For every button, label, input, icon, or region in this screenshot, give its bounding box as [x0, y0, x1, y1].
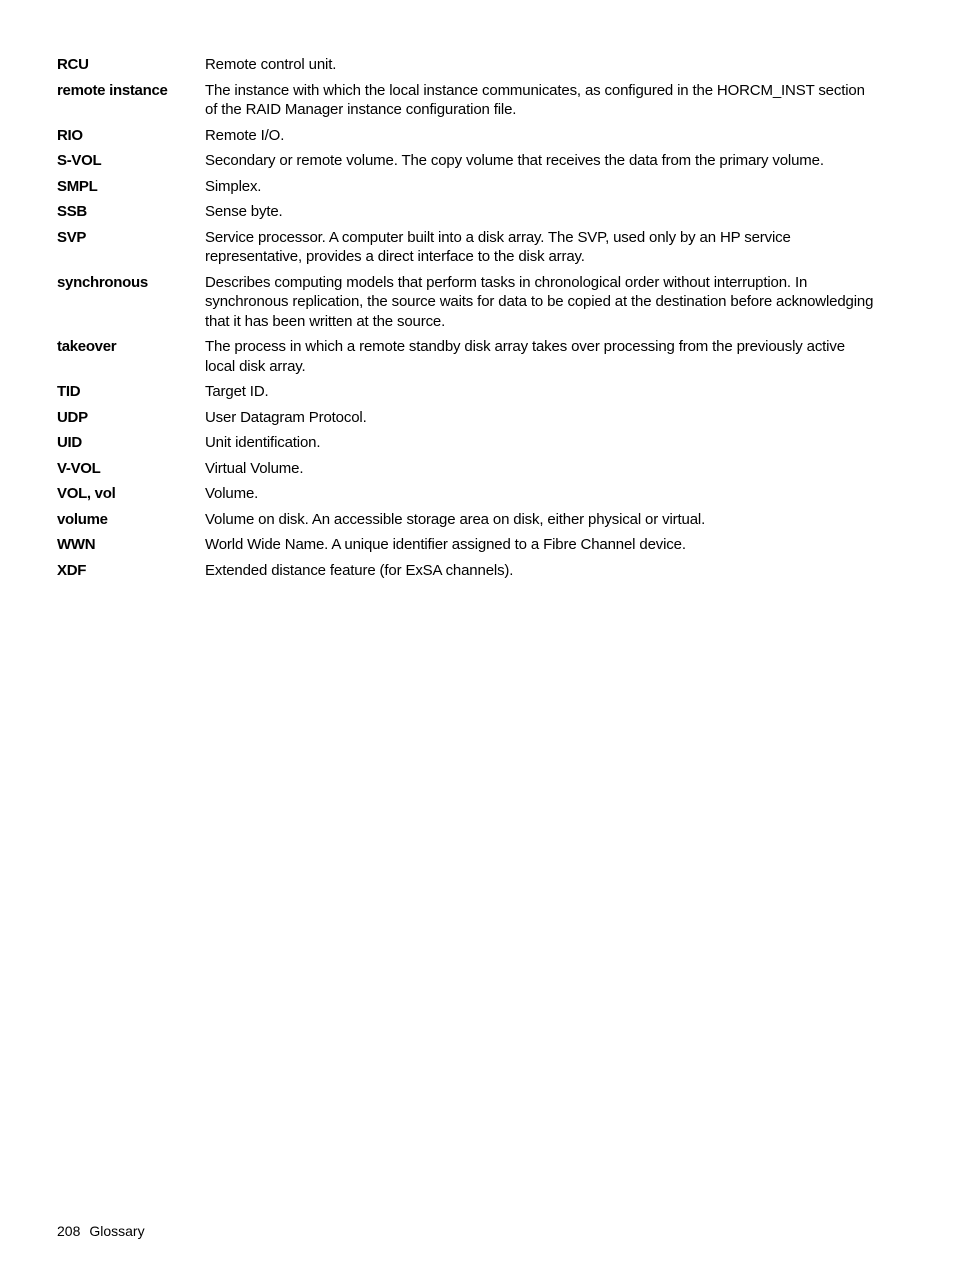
glossary-definition: Volume on disk. An accessible storage area on disk, either physical or virtual. [205, 510, 706, 528]
glossary-entry [57, 126, 877, 146]
glossary-definition: Remote control unit. [205, 56, 337, 73]
glossary-term: SMPL [57, 177, 98, 195]
glossary-term: volume [57, 510, 108, 528]
glossary-entry [57, 382, 877, 402]
glossary-entry [57, 55, 877, 75]
glossary-term: RCU [57, 56, 89, 73]
glossary-term: TID [57, 383, 81, 400]
glossary-definition: Simplex. [205, 177, 262, 195]
glossary-definition: Extended distance feature (for ExSA channels). [205, 561, 514, 579]
glossary-term: SVP [57, 228, 87, 246]
glossary-definition: Secondary or remote volume. The copy volume that receives the data from the primary volume. [205, 152, 824, 169]
glossary-definition: The process in which a remote standby disk array takes over processing from the previously active local disk array. [205, 338, 845, 375]
glossary-definition: Virtual Volume. [205, 459, 304, 477]
glossary-definition: Remote I/O. [205, 126, 285, 144]
glossary-entry [57, 433, 877, 453]
page-number: 208 [57, 1223, 81, 1239]
glossary-term: WWN [57, 536, 96, 553]
glossary-entry [57, 459, 877, 479]
glossary-definition: Service processor. A computer built into a disk array. The SVP, used only by an HP service representative, provides a direct interface to the disk array. [205, 228, 791, 265]
glossary-term: remote instance [57, 81, 168, 99]
glossary-entry [57, 273, 877, 332]
glossary-entry [57, 81, 877, 120]
glossary-definition: User Datagram Protocol. [205, 408, 367, 426]
glossary-entry [57, 177, 877, 197]
glossary-definition: The instance with which the local instance communicates, as configured in the HORCM_INST section of the RAID Manager instance configuration file. [205, 81, 865, 118]
glossary-term: SSB [57, 203, 87, 220]
glossary-list [57, 55, 877, 586]
glossary-entry [57, 228, 877, 267]
glossary-term: takeover [57, 338, 117, 355]
glossary-entry [57, 202, 877, 222]
glossary-definition: Volume. [205, 485, 259, 502]
glossary-term: synchronous [57, 273, 148, 291]
glossary-entry [57, 408, 877, 428]
glossary-definition: Describes computing models that perform tasks in chronological order without interruption. In synchronous replication, the source waits for data to be copied at the destination before acknowledging that it has been written at the source. [205, 273, 874, 330]
glossary-definition: World Wide Name. A unique identifier assigned to a Fibre Channel device. [205, 536, 686, 553]
glossary-definition: Sense byte. [205, 203, 283, 220]
glossary-entry [57, 510, 877, 530]
glossary-entry [57, 484, 877, 504]
glossary-term: UDP [57, 408, 88, 426]
glossary-entry [57, 535, 877, 555]
glossary-definition: Unit identification. [205, 434, 321, 451]
glossary-term: XDF [57, 561, 87, 579]
footer-section-name: Glossary [89, 1223, 145, 1239]
glossary-definition: Target ID. [205, 383, 269, 400]
glossary-term: VOL, vol [57, 485, 116, 502]
glossary-entry [57, 337, 877, 376]
page-footer [57, 1222, 145, 1240]
glossary-entry [57, 151, 877, 171]
glossary-term: RIO [57, 126, 83, 144]
glossary-term: UID [57, 434, 82, 451]
glossary-term: V-VOL [57, 459, 101, 477]
glossary-entry [57, 561, 877, 581]
glossary-term: S-VOL [57, 152, 102, 169]
